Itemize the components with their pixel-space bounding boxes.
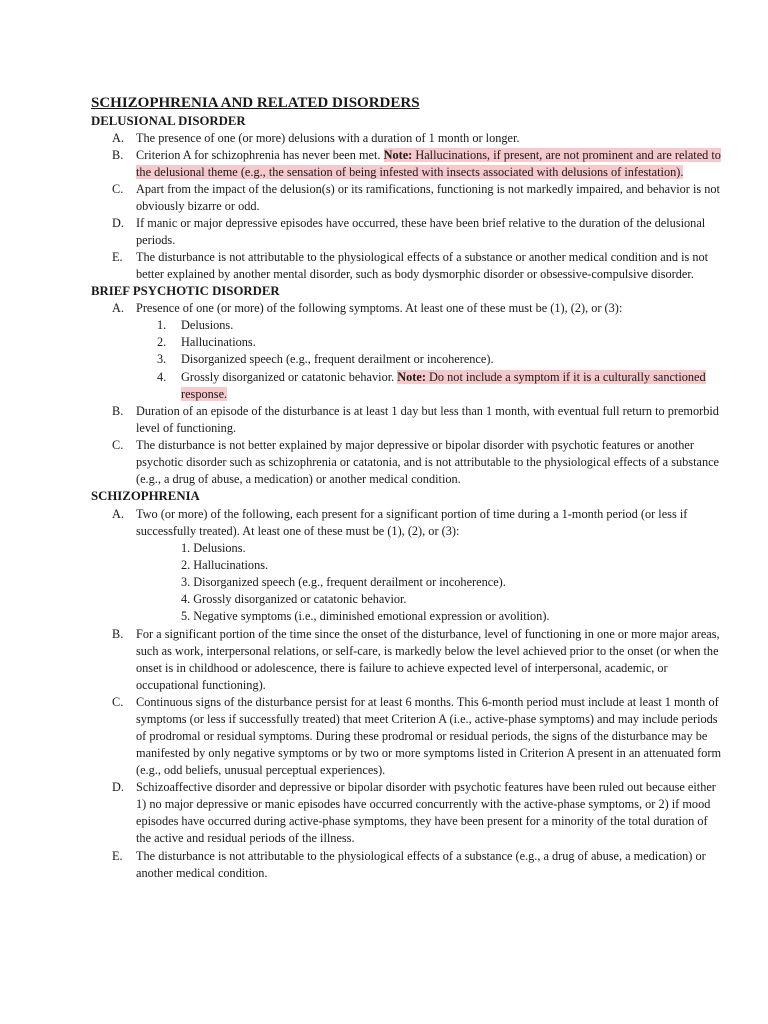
criterion-item: [112, 147, 724, 181]
criterion-text: [136, 147, 724, 181]
note-text: Do not include a symptom if it is a culturally sanctioned response.: [181, 370, 706, 401]
criterion-text: Two (or more) of the following, each present for a significant portion of time during a 1-month period (or less if successfully treated). At least one of these must be (1), (2), or (3):: [136, 507, 688, 538]
criterion-marker: D.: [112, 216, 124, 230]
criterion-marker: A.: [112, 131, 124, 145]
criterion-item: [112, 215, 724, 249]
symptom-text: Disorganized speech (e.g., frequent derailment or incoherence).: [181, 352, 494, 366]
criterion-marker: A.: [112, 301, 124, 315]
criterion-text: The disturbance is not attributable to the physiological effects of a substance (e.g., a drug of abuse, a medication) or another medical condition.: [136, 849, 706, 880]
criterion-item: [112, 506, 724, 540]
note-label: Note:: [397, 370, 426, 384]
criterion-item: [112, 437, 724, 488]
criterion-text: The disturbance is not attributable to the physiological effects of a substance or another medical condition and is not better explained by another mental disorder, such as body dysmorphic disorder or obsessive-compulsive disorder.: [136, 250, 709, 281]
criterion-item: [112, 130, 724, 147]
criterion-text: Schizoaffective disorder and depressive or bipolar disorder with psychotic features have been ruled out because either 1) no major depressive or manic episodes have occurred concurrently with the active-phase symptoms, or 2) if mood episodes have occurred during active-phase symptoms, they have been present for a minority of the total duration of the active and residual periods of the illness.: [136, 780, 716, 845]
criterion-marker: E.: [112, 849, 123, 863]
symptom-marker: 2.: [157, 335, 167, 349]
symptom-text: Delusions.: [181, 318, 234, 332]
symptom-item: 5. Negative symptoms (i.e., diminished emotional expression or avolition).: [181, 609, 550, 623]
criterion-text: Apart from the impact of the delusion(s) or its ramifications, functioning is not markedly impaired, and behavior is not obviously bizarre or odd.: [136, 182, 720, 213]
criterion-item: [112, 694, 724, 779]
symptom-text-plain: Grossly disorganized or catatonic behavior.: [181, 370, 398, 384]
criterion-text: If manic or major depressive episodes have occurred, these have been brief relative to the duration of the delusional periods.: [136, 216, 706, 247]
criterion-text: Presence of one (or more) of the following symptoms. At least one of these must be (1), (2), or (3):: [136, 301, 623, 315]
criterion-marker: B.: [112, 404, 124, 418]
criterion-text: Continuous signs of the disturbance persist for at least 6 months. This 6-month period must include at least 1 month of symptoms (or less if successfully treated) that meet Criterion A (i.e., active-phase symptoms) and may include periods of prodromal or residual symptoms. During these prodromal or residual periods, the signs of the disturbance may be manifested by only negative symptoms or by two or more symptoms listed in Criterion A present in an attenuated form (e.g., odd beliefs, unusual perceptual experiences).: [136, 695, 722, 777]
symptom-text: Hallucinations.: [181, 335, 256, 349]
criterion-marker: C.: [112, 438, 124, 452]
symptom-item: [157, 369, 727, 403]
criterion-item: [112, 300, 724, 317]
symptom-item: [157, 334, 727, 351]
criterion-item: [112, 779, 724, 847]
criterion-text-plain: Criterion A for schizophrenia has never been met.: [136, 148, 384, 162]
symptom-item: 3. Disorganized speech (e.g., frequent derailment or incoherence).: [181, 575, 506, 589]
criterion-item: [112, 249, 724, 283]
criterion-marker: C.: [112, 182, 124, 196]
criterion-text: For a significant portion of the time since the onset of the disturbance, level of functioning in one or more major areas, such as work, interpersonal relations, or self-care, is markedly below the level achieved prior to the onset (or when the onset is in childhood or adolescence, there is failure to achieve expected level of interpersonal, academic, or occupational functioning).: [136, 627, 720, 692]
criterion-text: The disturbance is not better explained by major depressive or bipolar disorder with psychotic features or another psychotic disorder such as schizophrenia or catatonia, and is not attributable to the physiological effects of a substance (e.g., a drug of abuse, a medication) or another medical condition.: [136, 438, 720, 486]
criterion-item: [112, 626, 724, 694]
criterion-text: Duration of an episode of the disturbance is at least 1 day but less than 1 month, with eventual full return to premorbid level of functioning.: [136, 404, 719, 435]
symptom-item: 1. Delusions.: [181, 541, 246, 555]
section-heading-delusional: DELUSIONAL DISORDER: [91, 114, 246, 128]
symptom-item: [157, 351, 727, 368]
criterion-marker: E.: [112, 250, 123, 264]
criterion-marker: B.: [112, 627, 124, 641]
criterion-item: [112, 181, 724, 215]
symptom-item: 2. Hallucinations.: [181, 558, 269, 572]
page-title: SCHIZOPHRENIA AND RELATED DISORDERS: [91, 95, 420, 111]
section-heading-schizophrenia: SCHIZOPHRENIA: [91, 489, 200, 503]
symptom-item: [157, 317, 727, 334]
criterion-marker: C.: [112, 695, 124, 709]
symptom-marker: 4.: [157, 370, 167, 384]
section-heading-brief: BRIEF PSYCHOTIC DISORDER: [91, 284, 280, 298]
symptom-marker: 3.: [157, 352, 167, 366]
criterion-marker: A.: [112, 507, 124, 521]
criterion-marker: D.: [112, 780, 124, 794]
note-text: Hallucinations, if present, are not prominent and are related to the delusional theme (e.g., the sensation of being infested with insects associated with delusions of infestation).: [136, 148, 721, 179]
symptom-marker: 1.: [157, 318, 167, 332]
criterion-item: [112, 848, 724, 882]
note-label: Note:: [383, 148, 413, 162]
criterion-marker: B.: [112, 148, 124, 162]
symptom-text: [181, 369, 727, 403]
criterion-item: [112, 403, 724, 437]
criterion-text: The presence of one (or more) delusions with a duration of 1 month or longer.: [136, 131, 520, 145]
symptom-item: 4. Grossly disorganized or catatonic behavior.: [181, 592, 407, 606]
